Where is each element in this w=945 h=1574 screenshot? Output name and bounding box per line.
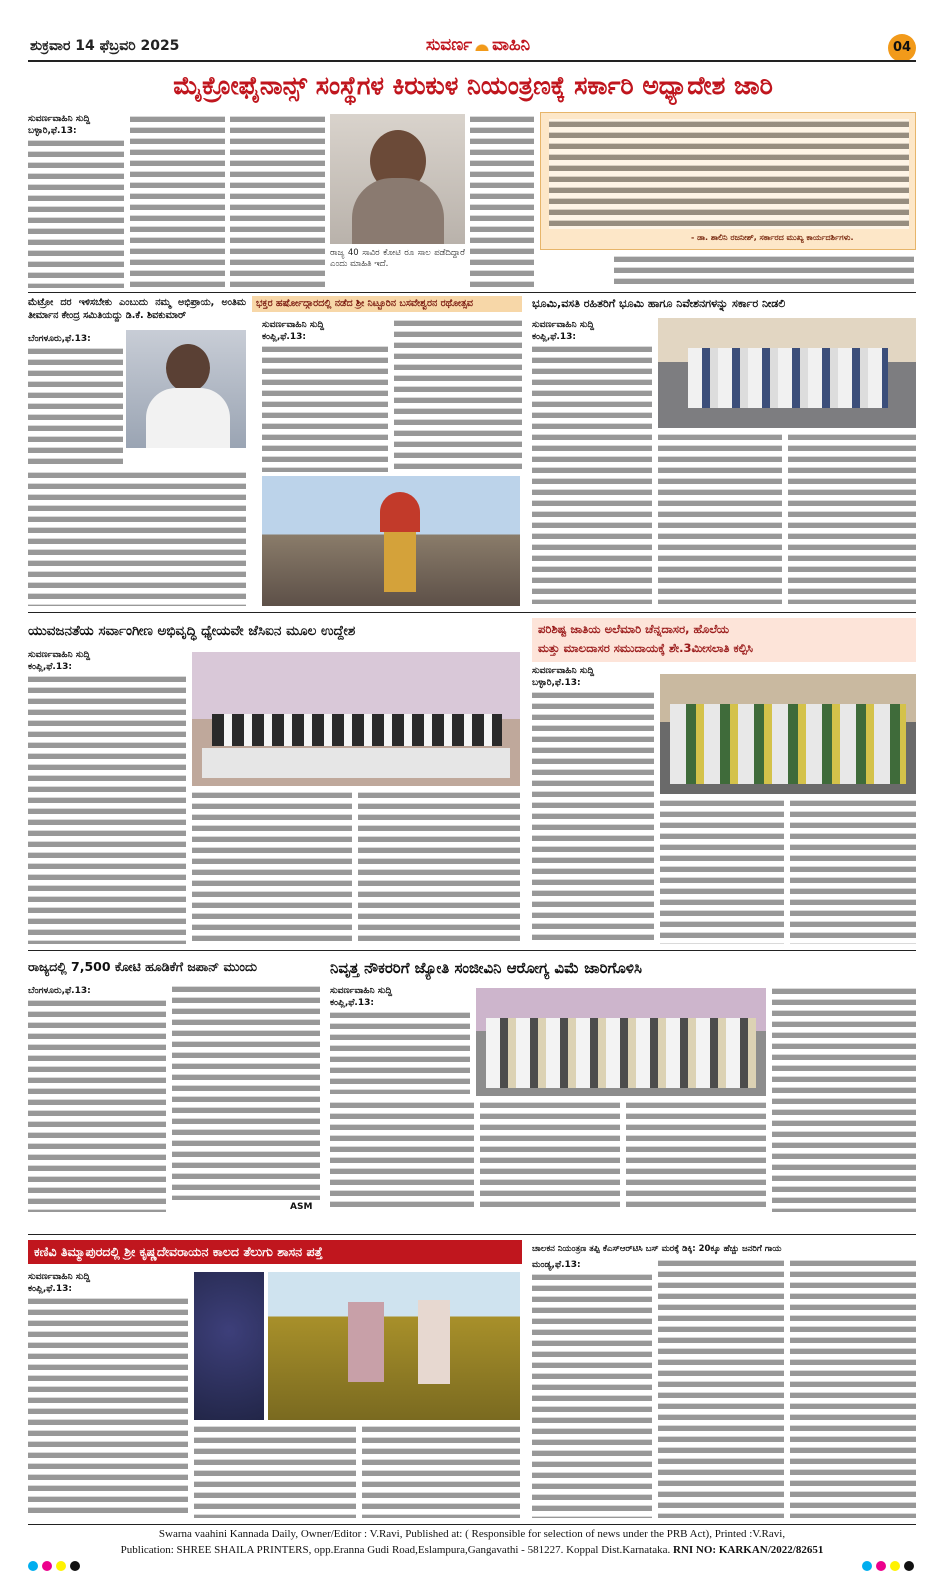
story-bus-col1: [532, 1272, 652, 1518]
imprint-line1: Swarna vaahini Kannada Daily, Owner/Editor : V.Ravi, Published at: ( Responsible for selection of news under the PRB Act), Printed :V.Ravi,: [158, 1528, 786, 1540]
story-rathotsava-photo: [262, 476, 520, 606]
story-pension-dateline: ಸುವರ್ಣವಾಹಿನಿ ಸುದ್ದಿ: [330, 986, 393, 996]
story-rathotsava-dateline: ಸುವರ್ಣವಾಹಿನಿ ಸುದ್ದಿ: [262, 320, 325, 330]
masthead-divider: [28, 60, 916, 62]
lead-body-col4: [470, 114, 534, 288]
story-bus-col2: [658, 1258, 784, 1518]
story-jci-col3: [358, 790, 520, 944]
story-jci-place: ಕಂಪ್ಲಿ,ಫೆ.13:: [28, 662, 72, 672]
story-pension-col5: [772, 986, 916, 1212]
story-rathotsava-col2: [394, 318, 522, 472]
story-bus-place: ಮಂಡ್ಯ,ಫೆ.13:: [532, 1260, 581, 1270]
story-bhoomi-col2: [658, 432, 782, 604]
story-reservation-headline-line1: ಪರಿಶಿಷ್ಟ ಜಾತಿಯ ಅಲೆಮಾರಿ ಚೆನ್ನದಾಸರ, ಹೊಲೆಯ: [538, 622, 730, 636]
section-divider-2: [28, 612, 916, 613]
story-rathotsava-header: [252, 296, 522, 312]
story-inscription-photo-stone: [194, 1272, 264, 1420]
story-bhoomi-col3: [788, 432, 916, 604]
logo-text-part2: ವಾಹಿನಿ: [492, 35, 531, 55]
story-reservation-place: ಬಳ್ಳಾರಿ,ಫೆ.13:: [532, 678, 581, 688]
story-pension-headline: ನಿವೃತ್ತ ನೌಕರರಿಗೆ ಜ್ಯೋತಿ ಸಂಜೀವಿನಿ ಆರೋಗ್ಯ ವಿಮೆ ಜಾರಿಗೊಳಿಸಿ: [330, 959, 642, 977]
story-metro-place: ಬೆಂಗಳೂರು,ಫೆ.13:: [28, 334, 91, 344]
paper-logo: [378, 35, 578, 59]
story-rathotsava-place: ಕಂಪ್ಲಿ,ಫೆ.13:: [262, 332, 306, 342]
registration-dot-black: [70, 1561, 80, 1571]
story-bhoomi-headline: ಭೂಮಿ,ವಸತಿ ರಹಿತರಿಗೆ ಭೂಮಿ ಹಾಗೂ ನಿವೇಶನಗಳನ್ನು ಸರ್ಕಾರ ನೀಡಲಿ: [532, 297, 786, 310]
lead-headline: ಮೈಕ್ರೋಫೈನಾನ್ಸ್ ಸಂಸ್ಥೆಗಳ ಕಿರುಕುಳ ನಿಯಂತ್ರಣಕ್ಕೆ ಸರ್ಕಾರಿ ಅಧ್ಯಾದೇಶ ಜಾರಿ: [173, 71, 773, 100]
registration-dot-yellow: [56, 1561, 66, 1571]
issue-date: ಶುಕ್ರವಾರ 14 ಫೆಬ್ರವರಿ 2025: [30, 38, 180, 54]
lead-body-col2: [130, 114, 225, 288]
story-metro-headline: ಮೆಟ್ರೋ ದರ ಇಳಿಸಬೇಕು ಎಂಬುದು ನಮ್ಮ ಅಭಿಪ್ರಾಯ, ಅಂತಿಮ ತೀರ್ಮಾನ ಕೇಂದ್ರ ಸಮಿತಿಯದ್ದು ಡಿ.ಕೆ. ಶಿವಕುಮಾರ್: [28, 297, 246, 321]
lead-body-col1: [28, 138, 124, 288]
story-inscription-header: [28, 1240, 522, 1264]
story-inscription-dateline: ಸುವರ್ಣವಾಹಿನಿ ಸುದ್ದಿ: [28, 1272, 91, 1282]
section-divider-3: [28, 950, 916, 951]
story-reservation-col2: [660, 798, 784, 944]
imprint-publication: Publication: SHREE SHAILA PRINTERS, opp.Eranna Gudi Road,Eslampura,Gangavathi - 581227. Koppal Dist.Karnataka.: [120, 1544, 671, 1556]
story-inscription-col3: [362, 1424, 520, 1518]
story-japan-place: ಬೆಂಗಳೂರು,ಫೆ.13:: [28, 986, 91, 996]
story-pension-col4: [626, 1100, 766, 1212]
story-reservation-dateline: ಸುವರ್ಣವಾಹಿನಿ ಸುದ್ದಿ: [532, 666, 595, 676]
story-inscription-photo-field: [268, 1272, 520, 1420]
story-japan-headline: ರಾಜ್ಯದಲ್ಲಿ 7,500 ಕೋಟಿ ಹೂಡಿಕೆಗೆ ಜಪಾನ್ ಮುಂದು: [28, 959, 258, 974]
registration-dot-cyan: [862, 1561, 872, 1571]
logo-sun-icon: [474, 39, 490, 51]
story-metro-photo: [126, 330, 246, 448]
story-reservation-header: [532, 618, 916, 662]
lead-dateline: ಸುವರ್ಣವಾಹಿನಿ ಸುದ್ದಿ: [28, 114, 91, 124]
story-japan-col1: [28, 998, 166, 1212]
masthead: [0, 0, 945, 62]
story-bus-col3: [790, 1258, 916, 1518]
lead-body-col5: [614, 254, 914, 286]
story-inscription-col1: [28, 1296, 188, 1518]
registration-dot-cyan: [28, 1561, 38, 1571]
lead-place: ಬಳ್ಳಾರಿ,ಫೆ.13:: [28, 126, 77, 136]
story-inscription-col2: [194, 1424, 356, 1518]
story-bhoomi-dateline: ಸುವರ್ಣವಾಹಿನಿ ಸುದ್ದಿ: [532, 320, 595, 330]
story-bus-headline: ಚಾಲಕನ ನಿಯಂತ್ರಣ ತಪ್ಪಿ ಕೆಎಸ್‌ಆರ್‌ಟಿಸಿ ಬಸ್ ಮರಕ್ಕೆ ಡಿಕ್ಕಿ: 20ಕ್ಕೂ ಹೆಚ್ಚು ಜನರಿಗೆ ಗಾಯ: [532, 1244, 782, 1254]
story-rathotsava-col1: [262, 344, 388, 472]
lead-quote-box: [540, 112, 916, 250]
story-reservation-headline-line2: ಮತ್ತು ಮಾಲದಾಸರ ಸಮುದಾಯಕ್ಕೆ ಶೇ.3ಮೀಸಲಾತಿ ಕಲ್ಪಿಸಿ: [538, 641, 753, 655]
page-number: 04: [888, 34, 916, 62]
story-japan-signoff: ASM: [290, 1202, 313, 1212]
section-divider-4: [28, 1234, 916, 1235]
story-jci-headline: ಯುವಜನತೆಯ ಸರ್ವಾಂಗೀಣ ಅಭಿವೃದ್ಧಿ ಧ್ಯೇಯವೇ ಜೆಸಿಐನ ಮೂಲ ಉದ್ದೇಶ: [28, 623, 356, 639]
registration-dot-yellow: [890, 1561, 900, 1571]
story-rathotsava-headline: ಭಕ್ತರ ಹರ್ಷೋದ್ಗಾರದಲ್ಲಿ ನಡೆದ ಶ್ರೀ ನಿಟ್ಟೂರಿನ ಬಸವೇಶ್ವರನ ರಥೋತ್ಸವ: [256, 298, 473, 309]
story-metro-body: [28, 470, 246, 606]
story-inscription-headline: ಕಣಿವಿ ತಿಮ್ಮಾಪುರದಲ್ಲಿ ಶ್ರೀ ಕೃಷ್ಣದೇವರಾಯನ ಕಾಲದ ತೆಲುಗು ಶಾಸನ ಪತ್ತೆ: [34, 1244, 323, 1259]
story-jci-col2: [192, 790, 352, 944]
lead-photo: [330, 114, 465, 244]
lead-photo-caption: ರಾಜ್ಯ 40 ಸಾವಿರ ಕೋಟಿ ರೂ ಸಾಲ ಪಡೆದಿದ್ದಾರೆ ಎಂದು ಮಾಹಿತಿ ಇದೆ.: [330, 248, 465, 269]
story-japan-col2: [172, 984, 320, 1200]
lead-body-col3: [230, 114, 325, 288]
story-bhoomi-place: ಕಂಪ್ಲಿ,ಫೆ.13:: [532, 332, 576, 342]
story-jci-photo: [192, 652, 520, 786]
registration-dot-magenta: [876, 1561, 886, 1571]
story-jci-dateline: ಸುವರ್ಣವಾಹಿನಿ ಸುದ್ದಿ: [28, 650, 91, 660]
story-reservation-col3: [790, 798, 916, 944]
story-metro-body-top: [28, 346, 123, 466]
story-reservation-col1: [532, 690, 654, 944]
section-divider-1: [28, 292, 916, 293]
story-jci-col1: [28, 674, 186, 944]
lead-quote-attribution: - ಡಾ. ಶಾಲಿನಿ ರಜನೀಶ್, ಸರ್ಕಾರದ ಮುಖ್ಯ ಕಾರ್ಯದರ್ಶಿಗಳು.: [691, 233, 854, 242]
story-pension-col2: [330, 1100, 474, 1212]
story-reservation-photo: [660, 674, 916, 794]
logo-text-part1: ಸುವರ್ಣ: [425, 35, 473, 55]
story-pension-col3: [480, 1100, 620, 1212]
story-pension-photo: [476, 988, 766, 1096]
registration-dot-black: [904, 1561, 914, 1571]
imprint-rni: RNI NO: KARKAN/2022/82651: [673, 1544, 824, 1556]
story-bhoomi-photo: [658, 318, 916, 428]
story-pension-place: ಕಂಪ್ಲಿ,ಫೆ.13:: [330, 998, 374, 1008]
story-bhoomi-col1: [532, 344, 652, 604]
imprint-line2: [28, 1542, 916, 1558]
story-inscription-place: ಕಂಪ್ಲಿ,ಫೆ.13:: [28, 1284, 72, 1294]
section-divider-5: [28, 1524, 916, 1525]
story-pension-col1: [330, 1010, 470, 1094]
registration-dot-magenta: [42, 1561, 52, 1571]
